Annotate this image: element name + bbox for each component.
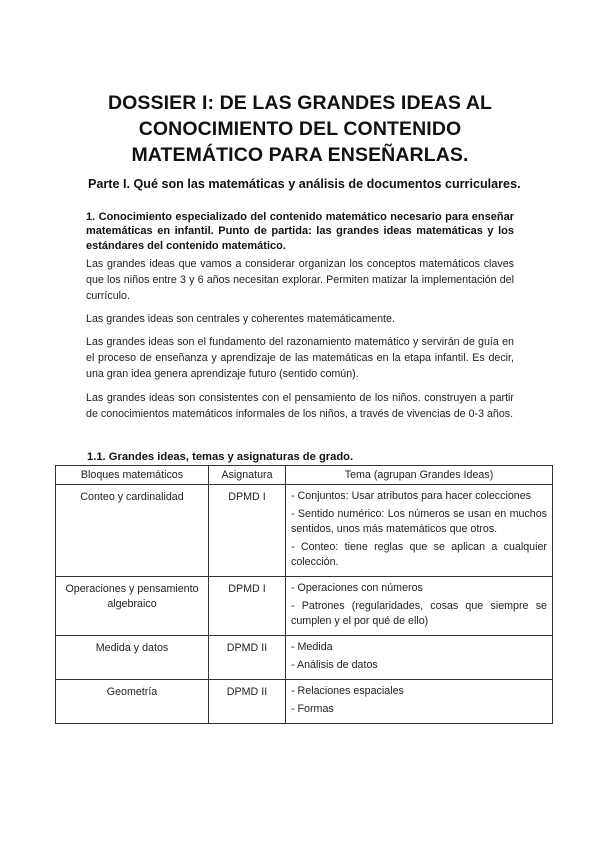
cell-subject: DPMD II [209, 636, 286, 680]
cell-block: Geometría [56, 680, 209, 724]
table-row [56, 577, 553, 636]
cell-subject: DPMD I [209, 485, 286, 577]
column-header-topic: Tema (agrupan Grandes Ideas) [286, 466, 553, 485]
topic-item: - Formas [291, 703, 334, 715]
column-header-subject: Asignatura [209, 466, 286, 485]
cell-topics [286, 485, 553, 577]
cell-subject: DPMD II [209, 680, 286, 724]
paragraph: Las grandes ideas son centrales y coherentes matemáticamente. [86, 313, 395, 325]
big-ideas-table [55, 465, 553, 724]
table-row [56, 636, 553, 680]
subsection-heading: 1.1. Grandes ideas, temas y asignaturas de grado. [87, 451, 354, 463]
paragraph: Las grandes ideas son consistentes con el pensamiento de los niños. construyen a partir de conocimientos matemáticos informales de los niños, a través de vivencias de 0-3 años. [86, 392, 514, 420]
cell-block: Medida y datos [56, 636, 209, 680]
table-row [56, 485, 553, 577]
table-row [56, 680, 553, 724]
topic-item: - Conjuntos: Usar atributos para hacer colecciones [291, 490, 531, 502]
topic-item: - Análisis de datos [291, 659, 378, 671]
cell-subject: DPMD I [209, 577, 286, 636]
cell-topics [286, 636, 553, 680]
column-header-blocks: Bloques matemáticos [56, 466, 209, 485]
paragraph: Las grandes ideas son el fundamento del razonamiento matemático y servirán de guía en el proceso de enseñanza y aprendizaje de las matemáticas en la etapa infantil. Es decir, una gran idea genera aprendizaje futuro (sentido común). [86, 336, 514, 380]
topic-item: - Patrones (regularidades, cosas que siempre se cumplen y el por qué de ello) [291, 600, 547, 627]
topic-item: - Sentido numérico: Los números se usan en muchos sentidos, unos más matemáticos que otros. [291, 508, 547, 535]
cell-topics [286, 680, 553, 724]
part-heading: Parte I. Qué son las matemáticas y análisis de documentos curriculares. [88, 177, 521, 191]
paragraph: Las grandes ideas que vamos a considerar organizan los conceptos matemáticos claves que los niños entre 3 y 6 años necesitan explorar. Permiten matizar la implementación del currículo. [86, 258, 514, 302]
section-heading: 1. Conocimiento especializado del contenido matemático necesario para enseñar matemáticas en infantil. Punto de partida: las grandes ideas matemáticas y los estándares del contenido matemático. [86, 211, 514, 252]
topic-item: - Relaciones espaciales [291, 685, 404, 697]
title-line: DOSSIER I: DE LAS GRANDES IDEAS AL [107, 92, 493, 114]
title-line: CONOCIMIENTO DEL CONTENIDO [138, 118, 462, 140]
topic-item: - Operaciones con números [291, 582, 423, 594]
document-title [60, 90, 540, 168]
cell-topics [286, 577, 553, 636]
cell-block: Operaciones y pensamiento algebraico [56, 577, 209, 636]
topic-item: - Conteo: tiene reglas que se aplican a cualquier colección. [291, 541, 547, 568]
topic-item: - Medida [291, 641, 333, 653]
title-line: MATEMÁTICO PARA ENSEÑARLAS. [131, 144, 469, 166]
cell-block: Conteo y cardinalidad [56, 485, 209, 577]
table-header-row [56, 466, 553, 485]
